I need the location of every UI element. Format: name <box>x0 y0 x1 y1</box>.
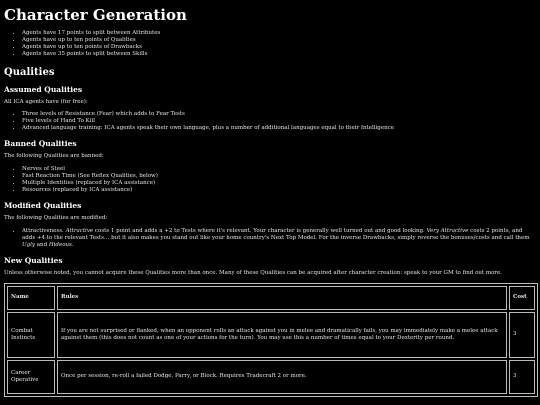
list-item: • Agents have 17 points to split between Attributes <box>22 30 536 37</box>
banned-list <box>4 166 536 195</box>
emphasis-text: Attractive <box>65 227 94 234</box>
qualities-heading: Qualities <box>4 66 55 78</box>
list-item: • Agents have up to ten points of Qualities <box>22 37 536 44</box>
intro-list <box>4 30 536 59</box>
assumed-lead: All ICA agents have (for free): <box>4 98 88 105</box>
text-span: costs 1 point and adds a +2 to Tests where it's relevant. Your character is generally well turned out and good looking. <box>93 227 427 234</box>
cell-rules: If you are not surprised or flanked, when an opponent rolls an attack against you in melee and dramatically fails, you may immediately make a melee attack against them (this does not count as one of your actions for the turn). You may use this a number of times equal to your Dexterity per round. <box>57 312 507 358</box>
cell-cost: 3 <box>509 312 535 358</box>
list-item: • Multiple Identities (replaced by ICA assistance) <box>22 180 536 187</box>
emphasis-text: Hideous <box>48 242 72 249</box>
text-span: . <box>71 242 74 249</box>
list-item: • Five levels of Hand To Kill <box>22 118 536 125</box>
banned-heading: Banned Qualities <box>4 139 77 149</box>
list-item: • Three levels of Resistance (Fear) which adds to Fear Tests <box>22 111 536 118</box>
header-rules: Rules <box>57 286 507 310</box>
text-span: Attractiveness. <box>22 227 66 234</box>
header-cost: Cost <box>509 286 535 310</box>
emphasis-text: Very Attractive <box>426 227 469 234</box>
assumed-list <box>4 111 536 132</box>
list-item: • Agents have 35 points to split between Skills <box>22 51 536 58</box>
banned-lead: The following Qualities are banned: <box>4 153 104 160</box>
modified-list <box>4 228 536 249</box>
cell-cost: 3 <box>509 360 535 394</box>
list-item: • Resources (replaced by ICA assistance) <box>22 187 536 194</box>
table-row <box>7 360 535 394</box>
qualities-table <box>4 283 538 397</box>
list-item: • Nerves of Steel <box>22 166 536 173</box>
text-span: costs 2 points, and adds +4 to the relevant Tests… but it also makes you stand out like your home country's Next Top Model. For the inverse Drawbacks, simply reverse the bonuses/costs and call them <box>22 227 530 241</box>
list-item: • Fast Reaction Time (See Reflex Qualities, below) <box>22 173 536 180</box>
list-item <box>22 228 536 249</box>
emphasis-text: Ugly <box>22 242 36 249</box>
list-item: • Agents have up to ten points of Drawbacks <box>22 44 536 51</box>
cell-rules: Once per session, re-roll a failed Dodge, Parry, or Block. Requires Tradecraft 2 or more. <box>57 360 507 394</box>
table-row <box>7 312 535 358</box>
cell-name: Career Operative <box>7 360 55 394</box>
table-header-row <box>7 286 535 310</box>
list-item: • Advanced language training: ICA agents speak their own language, plus a number of additional languages equal to their Intelligence <box>22 125 536 132</box>
header-name: Name <box>7 286 55 310</box>
page-title: Character Generation <box>4 6 187 24</box>
new-lead: Unless otherwise noted, you cannot acquire these Qualities more than once. Many of these Qualities can be acquired after character creation: speak to your GM to find out more. <box>4 270 503 277</box>
assumed-heading: Assumed Qualities <box>4 84 83 94</box>
text-span: and <box>35 242 49 249</box>
cell-name: Combat Instincts <box>7 312 55 358</box>
new-heading: New Qualities <box>4 256 63 266</box>
modified-lead: The following Qualities are modified: <box>4 215 108 222</box>
modified-heading: Modified Qualities <box>4 201 82 211</box>
